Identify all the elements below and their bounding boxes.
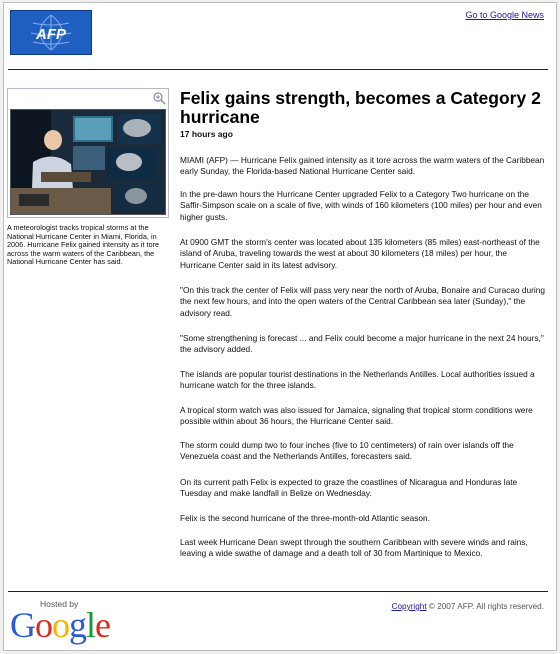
paragraph: "On this track the center of Felix will pass very near the north of Aruba, Bonaire and Curacao during the next few hours, and into the open waters of the Central Caribbean sea later (Sunday)," the advisory read. [180,285,545,318]
footer-divider [8,591,548,592]
google-wordmark [10,605,110,645]
copyright-text: © 2007 AFP. All rights reserved. [426,602,544,611]
copyright-notice [392,602,544,611]
zoom-icon[interactable] [152,91,166,105]
paragraph: A tropical storm watch was also issued for Jamaica, signaling that tropical storm conditions were possible within about 36 hours, the Hurricane Center said. [180,405,533,427]
header-divider [8,69,548,70]
google-letter: o [52,605,69,645]
google-letter: G [10,605,35,645]
hosted-by-label: Hosted by [40,599,79,609]
paragraph: The storm could dump two to four inches (five to 10 centimeters) of rain over islands off the Venezuela coast and the Netherlands Antilles, forecasters said. [180,440,514,462]
article-page [3,2,557,651]
google-letter: g [69,605,86,645]
paragraph: "Some strengthening is forecast ... and Felix could become a major hurricane in the next 24 hours," the advisory added. [180,333,544,355]
google-letter: l [86,605,96,645]
copyright-link[interactable]: Copyright [391,602,427,611]
paragraph: Felix is the second hurricane of the three-month-old Atlantic season. [180,513,430,523]
paragraph: On its current path Felix is expected to graze the coastlines of Nicaragua and Honduras late Tuesday and make landfall in Belize on Wednesday. [180,477,518,499]
google-letter: e [95,605,110,645]
hosted-by-google-logo[interactable] [10,599,130,647]
headline: Felix gains strength, becomes a Category 2 hurricane [180,88,541,127]
afp-logo-text: AFP [36,26,66,43]
photo-box [7,88,169,218]
paragraph: Last week Hurricane Dean swept through the southern Caribbean with severe winds and rains, leaving a wide swathe of damage and a death toll of 30 from Martinique to Mexico. [180,537,528,559]
article [180,88,545,559]
timestamp: 17 hours ago [180,129,233,139]
google-news-link[interactable]: Go to Google News [465,10,544,20]
paragraph: The islands are popular tourist destinations in the Netherlands Antilles. Local authorities issued a hurricane watch for the three islands. [180,369,535,391]
paragraph: In the pre-dawn hours the Hurricane Center upgraded Felix to a Category Two hurricane on the Saffir-Simpson scale on a scale of five, with winds of 160 kilometers (100 miles) per hour and even higher gusts. [180,189,542,222]
photo-caption: A meteorologist tracks tropical storms at the National Hurricane Center in Miami, Florida, in 2006. Hurricane Felix gained intensity as it tore across the warm waters of the Caribbean, the National Hurricane Center has said. [7,223,160,267]
paragraph: MIAMI (AFP) — Hurricane Felix gained intensity as it tore across the warm waters of the Caribbean early Sunday, the Florida-based National Hurricane Center said. [180,155,545,177]
paragraph: At 0900 GMT the storm's center was located about 135 kilometers (85 miles) east-northeast of the island of Aruba, traveling towards the west at about 30 kilometers (18 miles) per hour, the Hurricane Center said in its latest advisory. [180,237,540,270]
meteorologist-photo[interactable] [10,109,166,215]
afp-logo [10,10,92,55]
google-letter: o [35,605,52,645]
